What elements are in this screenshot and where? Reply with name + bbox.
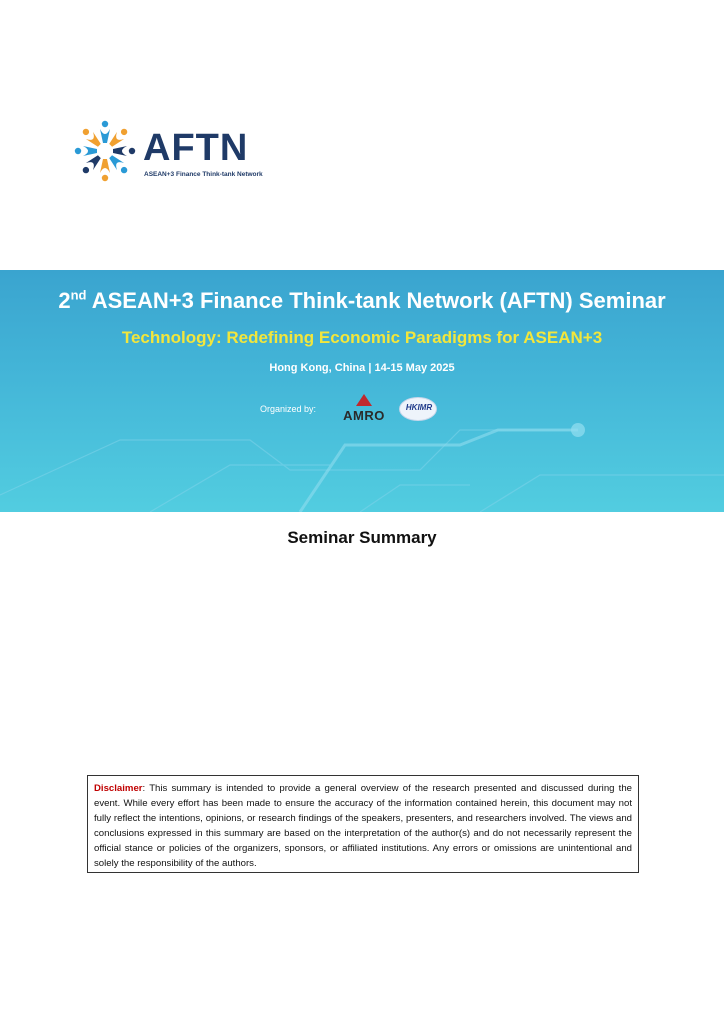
title-ordinal-suffix: nd bbox=[70, 287, 87, 303]
hkimr-logo-text: HKIMR bbox=[405, 403, 433, 412]
banner-subtitle: Technology: Redefining Economic Paradigms for ASEAN+3 bbox=[121, 328, 603, 347]
organized-by-label: Organized by: bbox=[260, 404, 317, 414]
amro-logo-text: AMRO bbox=[343, 408, 385, 423]
banner-title bbox=[0, 288, 724, 314]
seminar-banner bbox=[0, 270, 724, 512]
hkimr-logo bbox=[399, 397, 437, 421]
title-ordinal: 2 bbox=[58, 288, 71, 313]
disclaimer-label: Disclaimer bbox=[94, 783, 143, 794]
banner-location-date: Hong Kong, China | 14-15 May 2025 bbox=[269, 362, 455, 374]
title-text: ASEAN+3 Finance Think-tank Network (AFTN) Seminar bbox=[86, 288, 666, 313]
logo-tagline: ASEAN+3 Finance Think-tank Network bbox=[144, 171, 263, 178]
disclaimer-box bbox=[87, 775, 639, 873]
aftn-people-icon bbox=[70, 116, 140, 186]
amro-triangle-icon bbox=[356, 394, 372, 406]
logo-wordmark: AFTN bbox=[143, 127, 249, 169]
document-heading: Seminar Summary bbox=[287, 528, 437, 547]
disclaimer-text: : This summary is intended to provide a general overview of the research presented and discussed during the event. While every effort has been made to ensure the accuracy of the information contained herein, this document may not fully reflect the intentions, opinions, or research findings of the speakers, presenters, and researchers involved. The views and conclusions expressed in this summary are based on the interpretation of the author(s) and do not necessarily represent the official stance or policies of the organizers, sponsors, or affiliated institutions. Any errors or omissions are unintentional and solely the responsibility of the authors. bbox=[94, 783, 632, 870]
amro-logo bbox=[336, 394, 392, 422]
aftn-logo bbox=[70, 116, 270, 186]
